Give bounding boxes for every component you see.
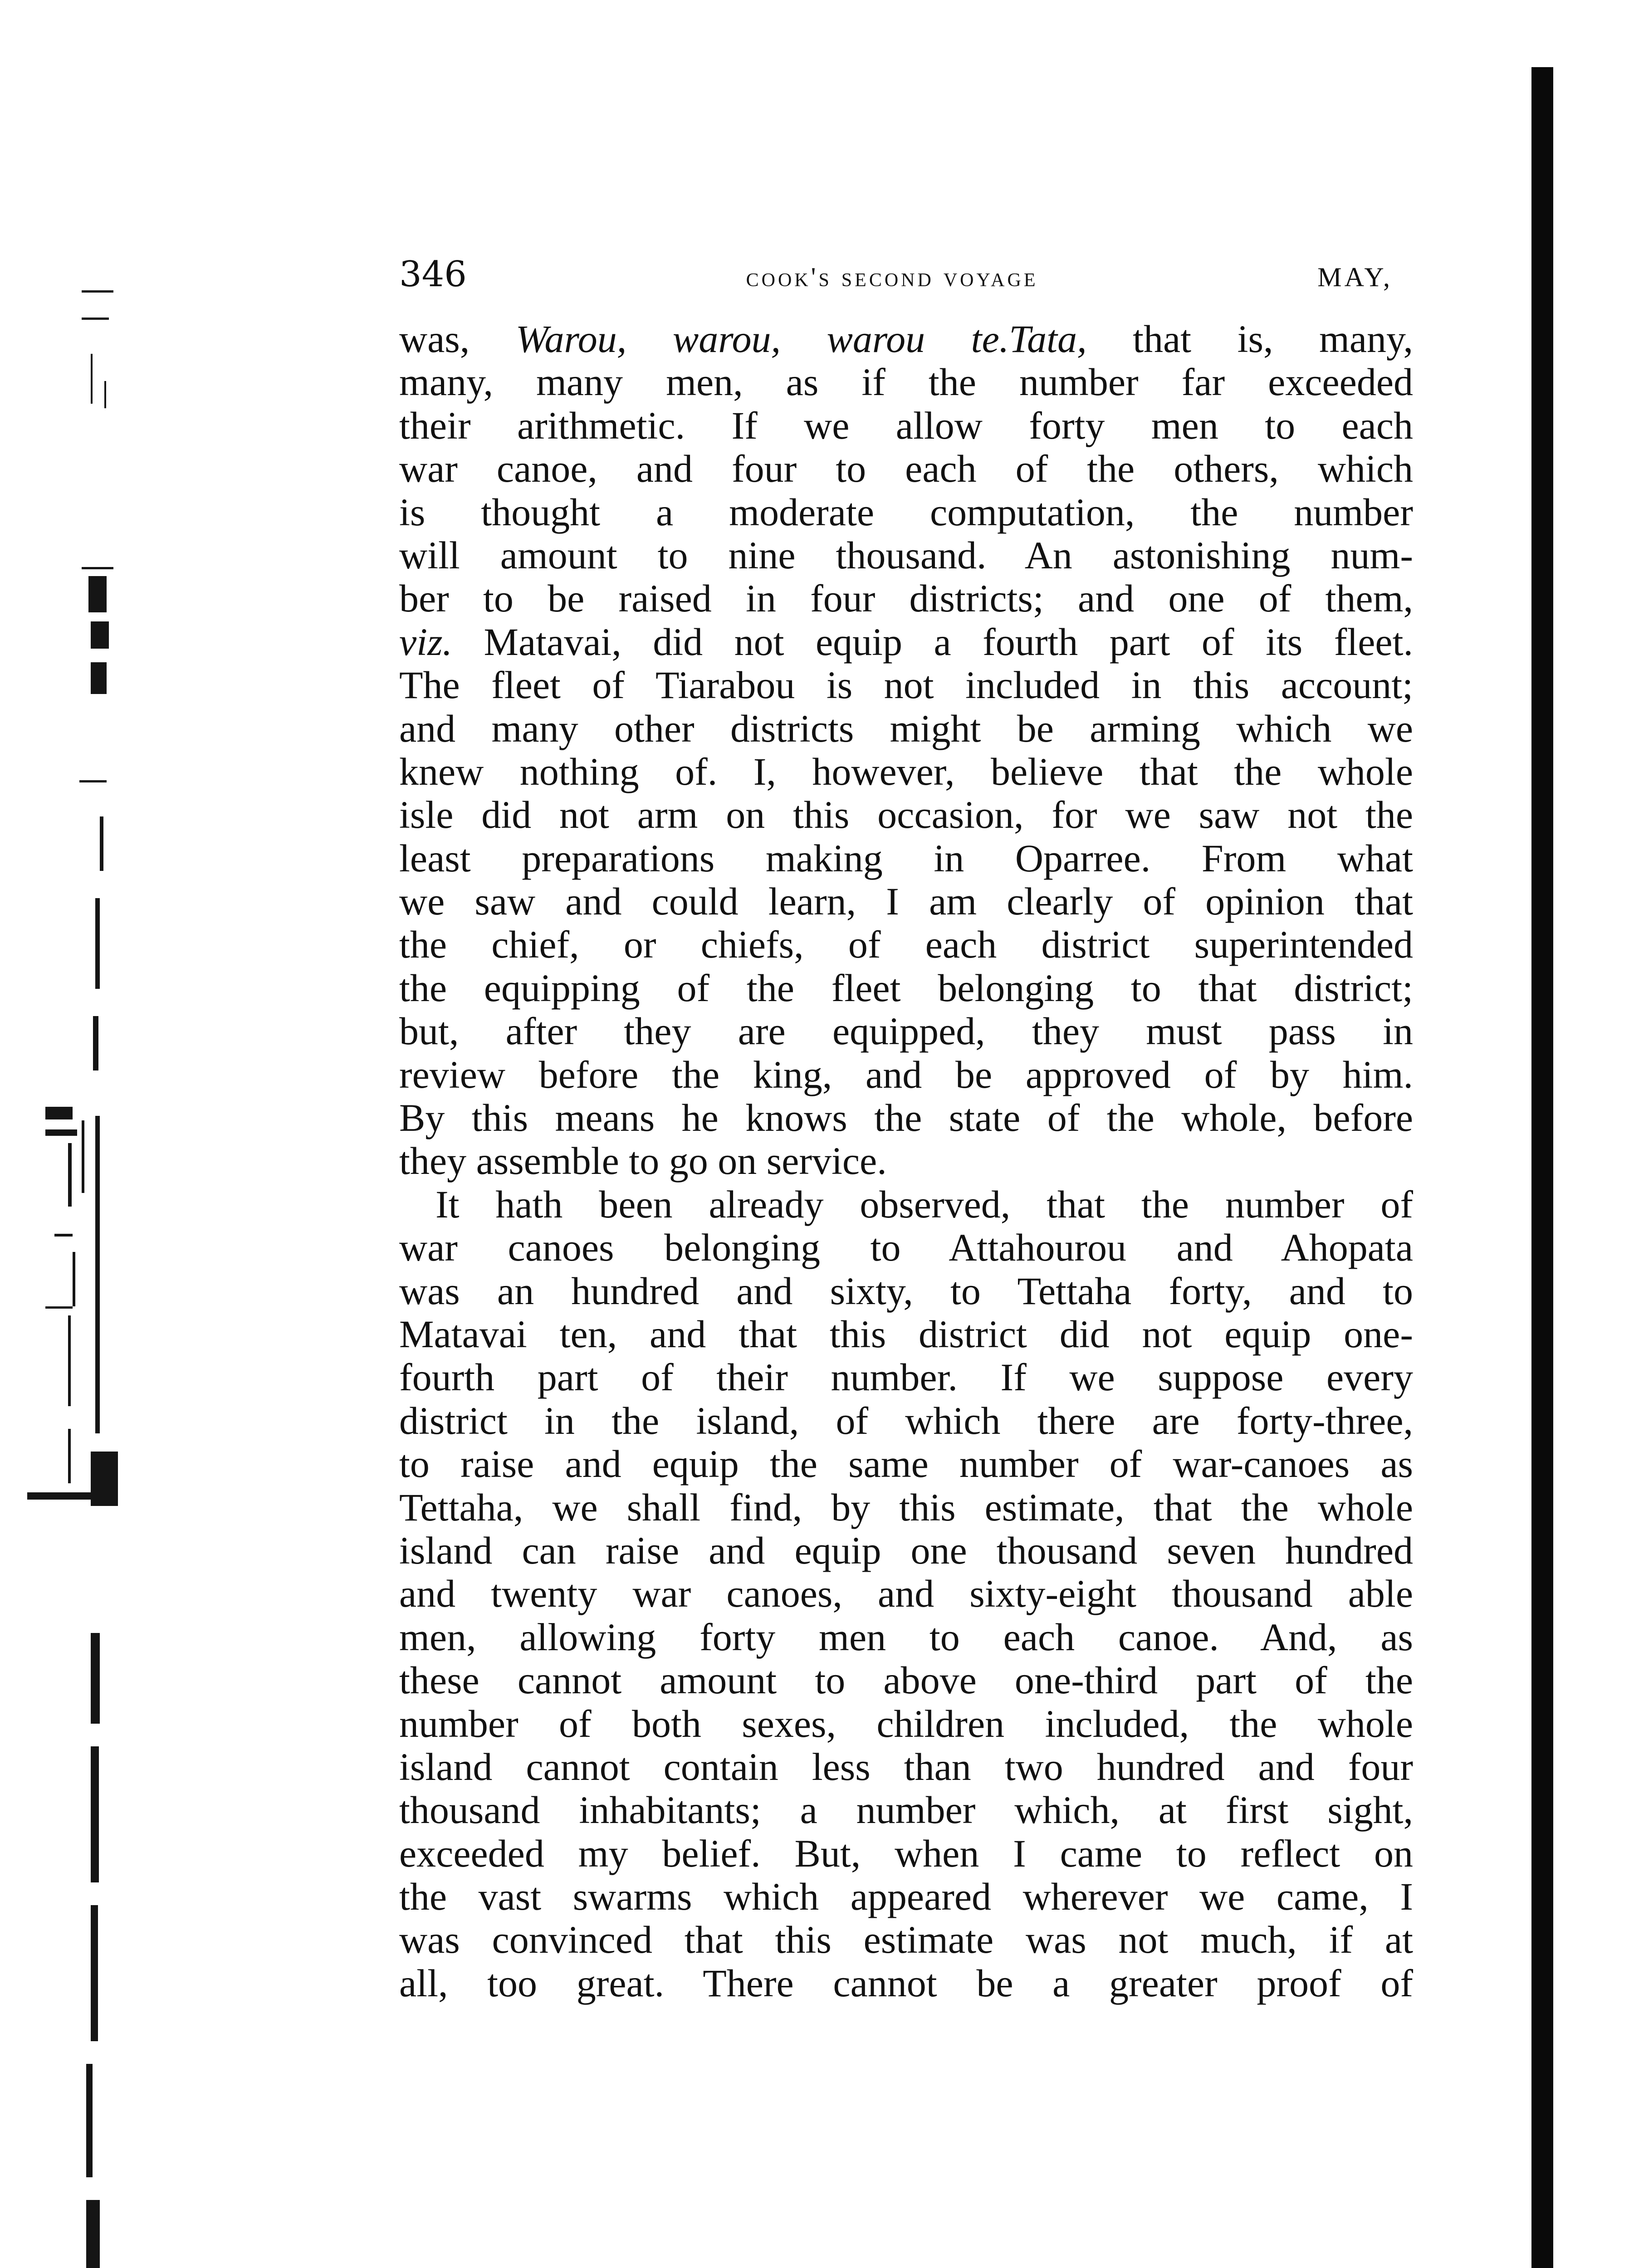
text-line: the chief, or chiefs, of each district superintended xyxy=(399,923,1413,967)
text-line: district in the island, of which there are forty-three, xyxy=(399,1399,1413,1442)
text-line: we saw and could learn, I am clearly of opinion that xyxy=(399,880,1413,924)
text-line: all, too great. There cannot be a greater proof of xyxy=(399,1961,1413,2005)
text-line: fourth part of their number. If we suppose every xyxy=(399,1356,1413,1399)
text-line: Matavai ten, and that this district did not equip one- xyxy=(399,1312,1413,1356)
text-line: war canoes belonging to Attahourou and Ahopata xyxy=(399,1226,1413,1270)
text-line: their arithmetic. If we allow forty men to each xyxy=(399,404,1413,447)
text-line: island cannot contain less than two hundred and four xyxy=(399,1745,1413,1789)
text-line: ber to be raised in four districts; and one of them, xyxy=(399,577,1413,621)
text-line: was, Warou, warou, warou te.Tata, that is, many, xyxy=(399,318,1413,361)
text-line: island can raise and equip one thousand seven hundred xyxy=(399,1529,1413,1572)
running-month: MAY, xyxy=(1317,262,1393,292)
text-line: was an hundred and sixty, to Tettaha forty, and to xyxy=(399,1269,1413,1313)
text-line: least preparations making in Oparree. From what xyxy=(399,836,1413,880)
text-line: many, many men, as if the number far exceeded xyxy=(399,361,1413,404)
scan-edge-noise xyxy=(0,0,163,2268)
text-line: exceeded my belief. But, when I came to reflect on xyxy=(399,1832,1413,1875)
text-line: and twenty war canoes, and sixty-eight thousand able xyxy=(399,1572,1413,1616)
text-line: The fleet of Tiarabou is not included in this account; xyxy=(399,664,1413,707)
text-line: isle did not arm on this occasion, for we saw not the xyxy=(399,793,1413,837)
text-line: review before the king, and be approved of by him. xyxy=(399,1053,1413,1096)
page-number: 346 xyxy=(399,254,467,295)
running-head xyxy=(399,254,1393,295)
text-line: men, allowing forty men to each canoe. And, as xyxy=(399,1615,1413,1659)
text-line: the vast swarms which appeared wherever we came, I xyxy=(399,1875,1413,1919)
page-gutter-edge xyxy=(1531,67,1553,2268)
text-line: knew nothing of. I, however, believe that the whole xyxy=(399,750,1413,793)
text-line: war canoe, and four to each of the others, which xyxy=(399,447,1413,491)
running-title: cook's second voyage xyxy=(746,262,1038,292)
text-line: will amount to nine thousand. An astonishing num- xyxy=(399,533,1413,577)
text-line: It hath been already observed, that the number of xyxy=(435,1183,1413,1226)
text-line: these cannot amount to above one-third part of the xyxy=(399,1659,1413,1702)
text-line: and many other districts might be arming which we xyxy=(399,707,1413,750)
body-text xyxy=(399,318,1413,2005)
text-line: was convinced that this estimate was not much, if at xyxy=(399,1918,1413,1962)
text-line: is thought a moderate computation, the number xyxy=(399,490,1413,534)
text-line: to raise and equip the same number of war-canoes as xyxy=(399,1442,1413,1486)
text-line: By this means he knows the state of the whole, before xyxy=(399,1096,1413,1140)
text-line: viz. Matavai, did not equip a fourth part of its fleet. xyxy=(399,620,1413,664)
text-line: Tettaha, we shall find, by this estimate, that the whole xyxy=(399,1486,1413,1529)
text-line: the equipping of the fleet belonging to that district; xyxy=(399,966,1413,1010)
text-line: they assemble to go on service. xyxy=(399,1139,887,1183)
text-line: thousand inhabitants; a number which, at first sight, xyxy=(399,1789,1413,1832)
text-line: number of both sexes, children included, the whole xyxy=(399,1702,1413,1745)
text-line: but, after they are equipped, they must pass in xyxy=(399,1010,1413,1053)
